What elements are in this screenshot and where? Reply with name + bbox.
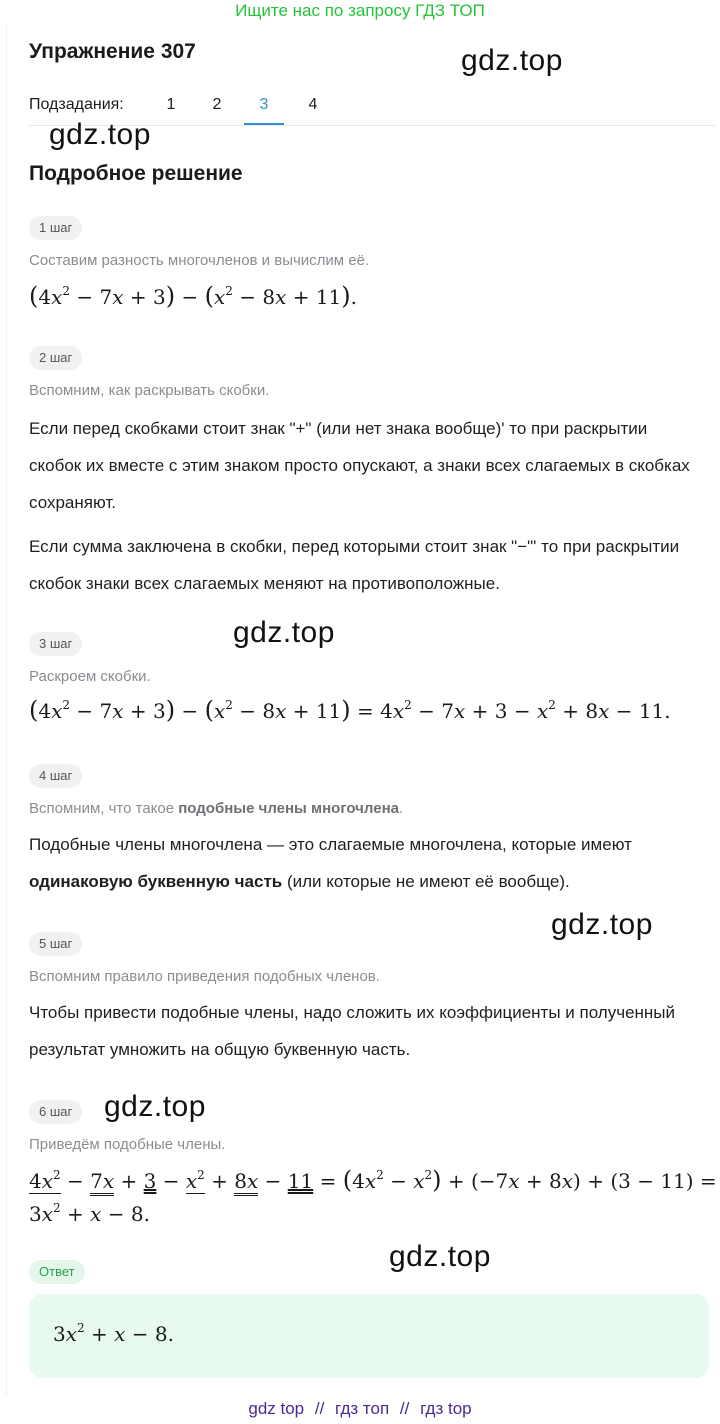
step-2-hint: Вспомним, как раскрывать скобки. — [29, 382, 270, 399]
step-4-hint — [29, 800, 403, 817]
step-4-hint-post: . — [398, 800, 404, 817]
footer-separator: // — [314, 1399, 325, 1418]
footer-link-gdz-top[interactable]: gdz top — [248, 1399, 305, 1418]
section-title: Подробное решение — [29, 162, 243, 185]
step-2-rule-plus: Если перед скобками стоит знак "+" (или нет знака вообще)' то при раскрытии скобок их вместе с этим знаком просто опускают, а знаки всех слагаемых в скобках сохраняют. — [29, 419, 690, 512]
step-3-hint: Раскроем скобки. — [29, 668, 151, 685]
step-5-badge: 5 шаг — [29, 932, 82, 956]
subtasks-label: Подзадания: — [29, 96, 124, 113]
step-5-hint: Вспомним правило приведения подобных членов. — [29, 968, 380, 985]
step-1-hint: Составим разность многочленов и вычислим её. — [29, 252, 370, 269]
step-1-badge: 1 шаг — [29, 216, 82, 240]
step-3-badge: 3 шаг — [29, 632, 82, 656]
step-6-formula-line2: $3x^2 + x - 8$. — [29, 1201, 150, 1226]
footer-links — [0, 1396, 720, 1422]
step-6-hint: Приведём подобные члены. — [29, 1136, 226, 1153]
step-6-badge: 6 шаг — [29, 1100, 82, 1124]
step-5-rule: Чтобы привести подобные члены, надо сложить их коэффициенты и полученный результат умножить на общую буквенную часть. — [29, 1003, 676, 1059]
watermark-text: gdz.top — [461, 44, 563, 77]
step-4-def-pre: Подобные члены многочлена — это слагаемые многочлена, которые имеют — [29, 835, 632, 854]
step-4-hint-pre: Вспомним, что такое — [29, 800, 179, 817]
step-6-formula-line1: $4x^2 - 7x + 3 - x^2 + 8x - 11 = (4x^2 - x^2) + (-7x + 8x) + (3 - 11)$ = — [29, 1166, 717, 1194]
watermark-text: gdz.top — [233, 616, 335, 649]
step-2-rule-minus: Если сумма заключена в скобки, перед которыми стоит знак "−"' то при раскрытии скобок знаки всех слагаемых меняют на противоположные. — [29, 537, 680, 593]
tab-subtask-3[interactable]: 3 — [259, 96, 269, 113]
step-4-definition — [29, 826, 699, 900]
active-tab-indicator — [244, 123, 284, 125]
answer-badge: Ответ — [29, 1260, 85, 1284]
watermark-text: gdz.top — [551, 908, 653, 941]
step-1-formula: $(4x^2 - 7x + 3) - (x^2 - 8x + 11)$. — [29, 282, 358, 310]
answer-formula: $3x^2 + x - 8$. — [53, 1321, 174, 1346]
step-3-formula: $(4x^2 - 7x + 3) - (x^2 - 8x + 11) = 4x^2 - 7x + 3 - x^2 + 8x - 11$. — [29, 696, 671, 724]
tab-subtask-4[interactable]: 4 — [308, 96, 318, 113]
step-4-def-post: (или которые не имеют её вообще). — [282, 872, 570, 891]
step-4-def-bold: одинаковую буквенную часть — [29, 872, 283, 891]
tab-subtask-1[interactable]: 1 — [166, 96, 176, 113]
answer-box — [29, 1294, 709, 1378]
step-2-badge: 2 шаг — [29, 346, 82, 370]
watermark-text: gdz.top — [49, 118, 151, 151]
step-4-badge: 4 шаг — [29, 764, 82, 788]
exercise-card — [6, 24, 720, 1396]
footer-separator: // — [399, 1399, 410, 1418]
footer-link-gdz-top-ru[interactable]: гдз топ — [335, 1399, 390, 1418]
watermark-text: gdz.top — [104, 1090, 206, 1123]
watermark-text: gdz.top — [389, 1240, 491, 1273]
footer-link-gdz-top-mixed[interactable]: гдз top — [420, 1399, 472, 1418]
top-banner[interactable]: Ищите нас по запросу ГДЗ ТОП — [235, 1, 485, 20]
page-title: Упражнение 307 — [29, 40, 196, 63]
step-4-hint-bold: подобные члены многочлена — [178, 800, 399, 817]
tab-subtask-2[interactable]: 2 — [212, 96, 222, 113]
